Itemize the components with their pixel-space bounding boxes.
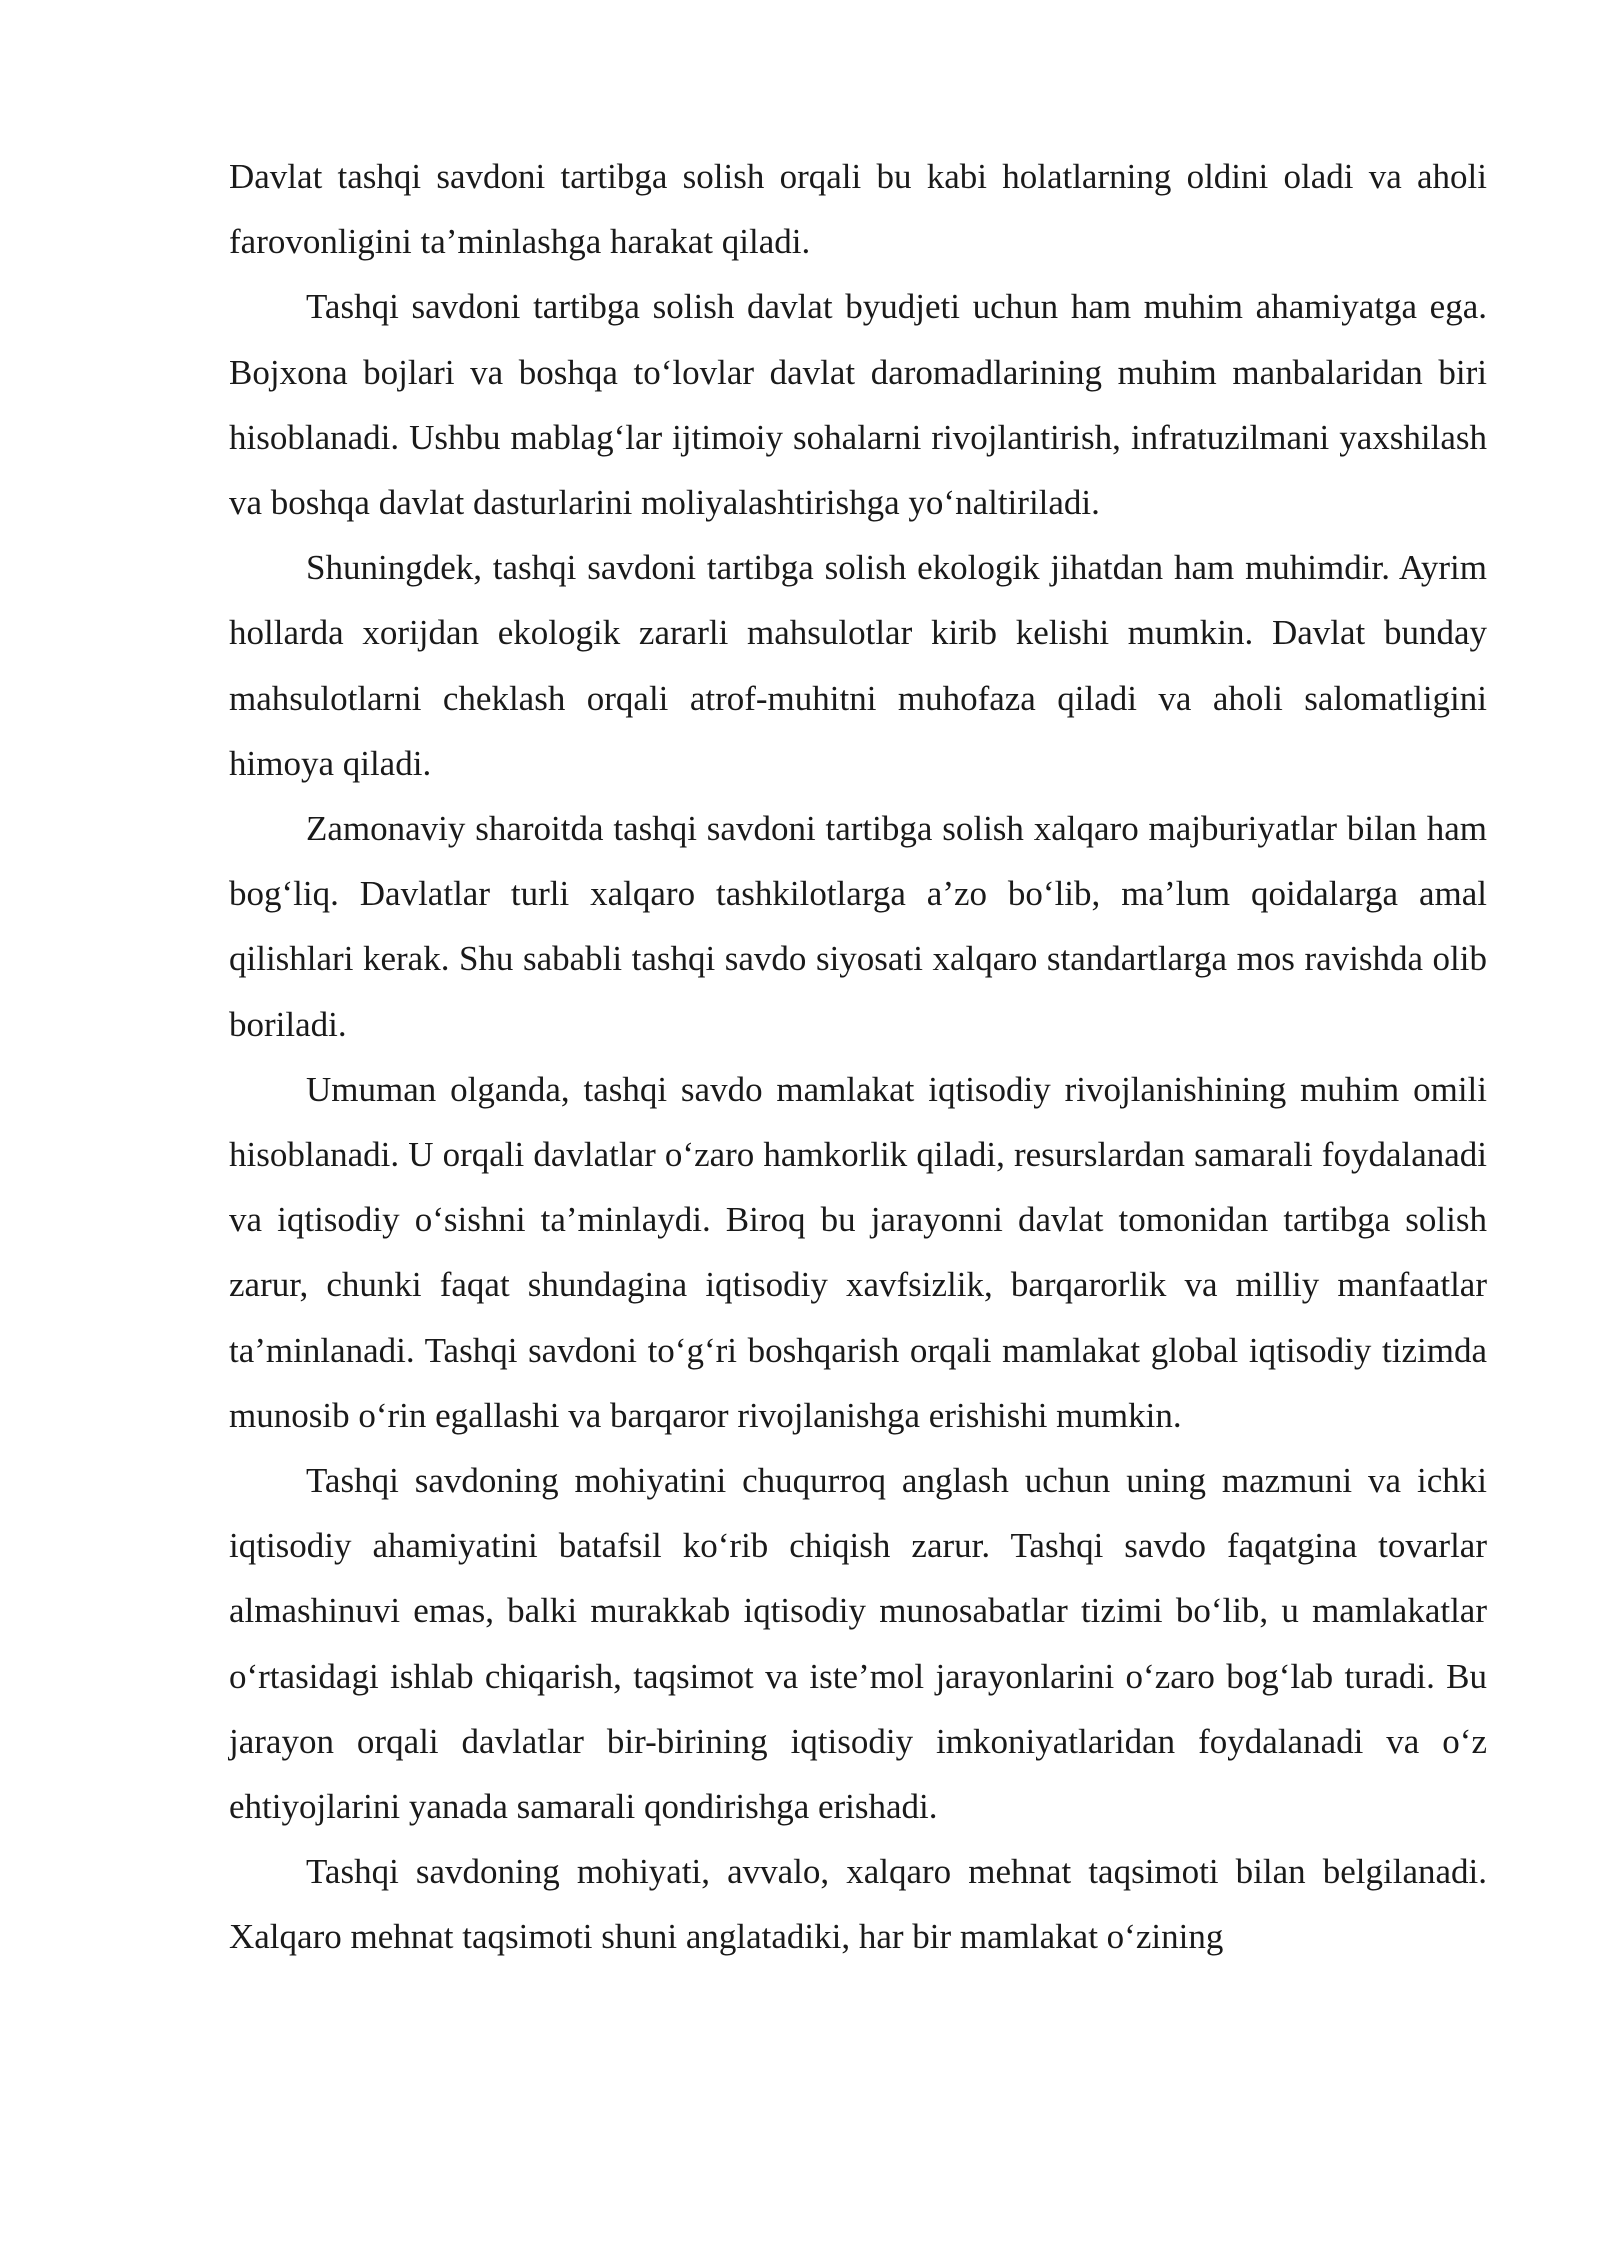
paragraph-2: Tashqi savdoni tartibga solish davlat byudjeti uchun ham muhim ahamiyatga ega. Bojxona bojlari va boshqa to‘lovlar davlat daromadlarining muhim manbalaridan biri hisoblanadi. Ushbu mablag‘lar ijtimoiy sohalarni rivojlantirish, infratuzilmani yaxshilash va boshqa davlat dasturlarini moliyalashtirishga yo‘naltiriladi. [229, 287, 1487, 523]
document-body [229, 144, 1487, 1970]
paragraph-3: Shuningdek, tashqi savdoni tartibga solish ekologik jihatdan ham muhimdir. Ayrim hollarda xorijdan ekologik zararli mahsulotlar kirib kelishi mumkin. Davlat bunday mahsulotlarni cheklash orqali atrof-muhitni muhofaza qiladi va aholi salomatligini himoya qiladi. [229, 548, 1487, 783]
paragraph-4: Zamonaviy sharoitda tashqi savdoni tartibga solish xalqaro majburiyatlar bilan ham bog‘liq. Davlatlar turli xalqaro tashkilotlarga a’zo bo‘lib, ma’lum qoidalarga amal qilishlari kerak. Shu sababli tashqi savdo siyosati xalqaro standartlarga mos ravishda olib boriladi. [229, 809, 1487, 1044]
paragraph-5: Umuman olganda, tashqi savdo mamlakat iqtisodiy rivojlanishining muhim omili hisoblanadi. U orqali davlatlar o‘zaro hamkorlik qiladi, resurslardan samarali foydalanadi va iqtisodiy o‘sishni ta’minlaydi. Biroq bu jarayonni davlat tomonidan tartibga solish zarur, chunki faqat shundagina iqtisodiy xavfsizlik, barqarorlik va milliy manfaatlar ta’minlanadi. Tashqi savdoni to‘g‘ri boshqarish orqali mamlakat global iqtisodiy tizimda munosib o‘rin egallashi va barqaror rivojlanishga erishishi mumkin. [229, 1069, 1487, 1435]
paragraph-1: Davlat tashqi savdoni tartibga solish orqali bu kabi holatlarning oldini oladi va aholi farovonligini ta’minlashga harakat qiladi. [229, 157, 1487, 262]
paragraph-7: Tashqi savdoning mohiyati, avvalo, xalqaro mehnat taqsimoti bilan belgilanadi. Xalqaro mehnat taqsimoti shuni anglatadiki, har bir mamlakat o‘zining [229, 1852, 1487, 1957]
paragraph-6: Tashqi savdoning mohiyatini chuqurroq anglash uchun uning mazmuni va ichki iqtisodiy ahamiyatini batafsil ko‘rib chiqish zarur. Tashqi savdo faqatgina tovarlar almashinuvi emas, balki murakkab iqtisodiy munosabatlar tizimi bo‘lib, u mamlakatlar o‘rtasidagi ishlab chiqarish, taqsimot va iste’mol jarayonlarini o‘zaro bog‘lab turadi. Bu jarayon orqali davlatlar bir-birining iqtisodiy imkoniyatlaridan foydalanadi va o‘z ehtiyojlarini yanada samarali qondirishga erishadi. [229, 1461, 1487, 1827]
